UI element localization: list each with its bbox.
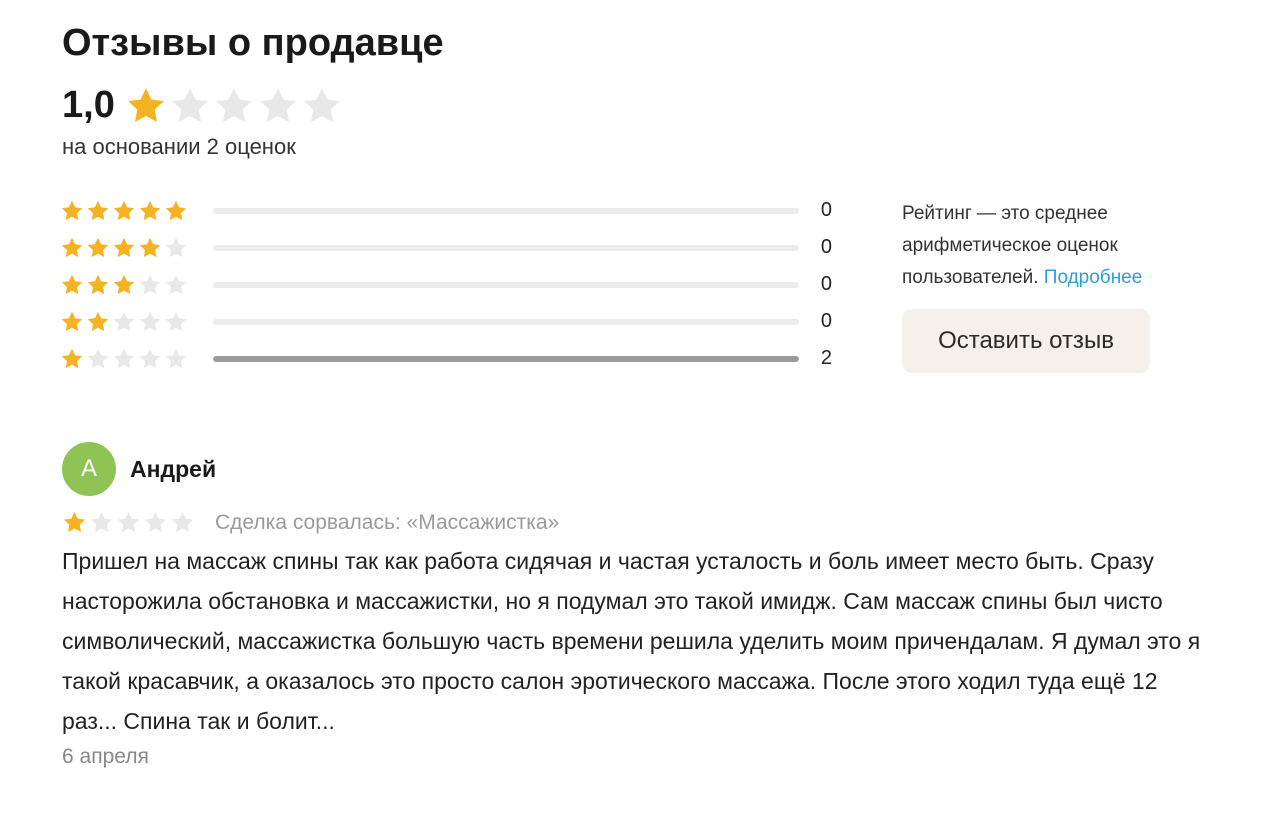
distribution-stars [60, 310, 207, 334]
leave-review-button[interactable]: Оставить отзыв [902, 309, 1150, 373]
distribution-count: 2 [820, 347, 832, 369]
reviewer [62, 442, 1222, 496]
star-icon [112, 273, 136, 297]
star-icon [62, 510, 87, 535]
star-icon [60, 236, 84, 260]
average-stars [125, 85, 343, 127]
star-icon [143, 510, 168, 535]
distribution-count: 0 [820, 310, 832, 332]
distribution-stars [60, 236, 207, 260]
distribution-row-3 [60, 266, 860, 303]
star-icon [60, 347, 84, 371]
star-icon [116, 510, 141, 535]
distribution-row-4 [60, 229, 860, 266]
star-icon [86, 347, 110, 371]
average-rating [62, 84, 343, 127]
review-stars [62, 510, 195, 535]
distribution-bar [213, 356, 799, 362]
review-meta [62, 510, 1222, 535]
distribution-row-1 [60, 340, 860, 377]
star-icon [112, 236, 136, 260]
star-icon [60, 310, 84, 334]
star-icon [257, 85, 299, 127]
star-icon [138, 310, 162, 334]
distribution-bar [213, 208, 799, 214]
distribution-stars [60, 273, 207, 297]
more-link[interactable]: Подробнее [1043, 267, 1143, 288]
avatar: А [62, 442, 116, 496]
star-icon [138, 236, 162, 260]
star-icon [170, 510, 195, 535]
star-icon [112, 347, 136, 371]
ratings-count: на основании 2 оценок [62, 134, 296, 159]
star-icon [164, 199, 188, 223]
distribution-bar [213, 282, 799, 288]
rating-distribution [60, 192, 860, 377]
distribution-row-5 [60, 192, 860, 229]
distribution-bar [213, 245, 799, 251]
distribution-bar-fill [213, 356, 799, 362]
review-item [62, 442, 1222, 769]
star-icon [164, 236, 188, 260]
star-icon [86, 310, 110, 334]
star-icon [164, 273, 188, 297]
distribution-bar [213, 319, 799, 325]
distribution-count: 0 [820, 273, 832, 295]
reviewer-name: Андрей [130, 455, 217, 482]
review-text: Пришел на массаж спины так как работа сидячая и частая усталость и боль имеет место быть. Сразу насторожила обстановка и массажистки, но я подумал это такой имидж. Сам массаж спины был чисто символический, массажистка большую часть времени решила уделить моим причендалам. Я думал это я такой красавчик, а оказалось это просто салон эротического массажа. После этого ходил туда ещё 12 раз... Спина так и болит... [62, 548, 1201, 734]
rating-explanation-text: Рейтинг — это среднее арифметическое оценок пользователей. [902, 203, 1118, 288]
star-icon [164, 310, 188, 334]
rating-explanation [902, 198, 1202, 294]
average-value: 1,0 [62, 84, 115, 126]
distribution-stars [60, 347, 207, 371]
star-icon [213, 85, 255, 127]
star-icon [86, 236, 110, 260]
star-icon [138, 199, 162, 223]
star-icon [138, 273, 162, 297]
star-icon [164, 347, 188, 371]
star-icon [89, 510, 114, 535]
distribution-stars [60, 199, 207, 223]
star-icon [301, 85, 343, 127]
distribution-count: 0 [820, 236, 832, 258]
star-icon [86, 199, 110, 223]
star-icon [60, 199, 84, 223]
star-icon [112, 310, 136, 334]
star-icon [112, 199, 136, 223]
star-icon [86, 273, 110, 297]
star-icon [125, 85, 167, 127]
deal-status: Сделка сорвалась: «Массажистка» [215, 510, 560, 534]
review-date: 6 апреля [62, 745, 149, 768]
star-icon [169, 85, 211, 127]
distribution-count: 0 [820, 199, 832, 221]
distribution-row-2 [60, 303, 860, 340]
star-icon [60, 273, 84, 297]
star-icon [138, 347, 162, 371]
page-title: Отзывы о продавце [62, 22, 444, 64]
